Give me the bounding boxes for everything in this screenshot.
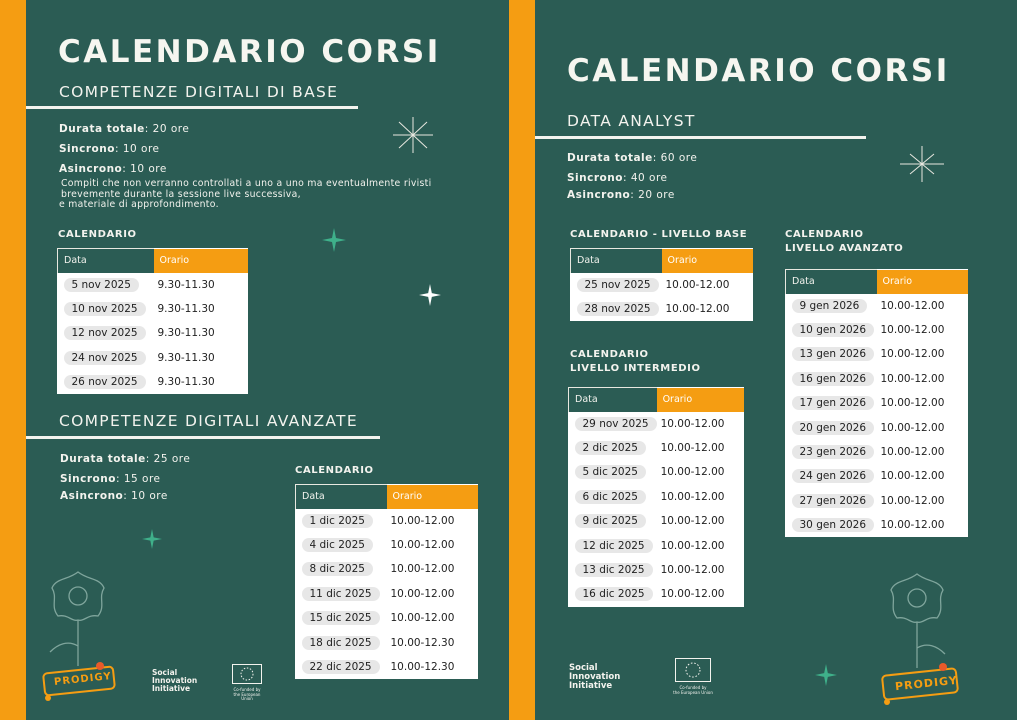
prodigy-logo-icon: PRODIGY bbox=[40, 660, 118, 704]
date-cell bbox=[569, 582, 657, 606]
date-cell bbox=[569, 533, 657, 557]
date-cell bbox=[786, 489, 877, 513]
col-header-orario: Orario bbox=[662, 249, 754, 273]
calendar-heading-base: CALENDARIO - LIVELLO BASE bbox=[570, 229, 748, 240]
time-cell: 10.00-12.00 bbox=[665, 303, 730, 316]
table-row bbox=[296, 630, 479, 654]
date-cell bbox=[786, 415, 877, 439]
table-row bbox=[296, 533, 479, 557]
date-pill: 16 gen 2026 bbox=[792, 372, 875, 386]
date-cell bbox=[571, 273, 662, 297]
date-cell bbox=[58, 273, 154, 297]
time-cell: 10.00-12.30 bbox=[390, 636, 455, 649]
date-pill: 5 nov 2025 bbox=[64, 278, 139, 292]
date-pill: 26 nov 2025 bbox=[64, 375, 146, 389]
right-accent-stripe bbox=[509, 0, 535, 720]
date-pill: 9 dic 2025 bbox=[575, 514, 646, 528]
asincrono: Asincrono: 20 ore bbox=[567, 189, 675, 201]
date-cell bbox=[569, 460, 657, 484]
time-cell: 10.00-12.00 bbox=[390, 587, 455, 600]
table-row bbox=[58, 297, 249, 321]
table-row bbox=[786, 464, 969, 488]
eu-flag-icon bbox=[232, 664, 262, 684]
date-pill: 10 nov 2025 bbox=[64, 302, 146, 316]
date-pill: 29 nov 2025 bbox=[575, 417, 657, 431]
col-header-orario: Orario bbox=[387, 485, 479, 509]
date-cell bbox=[786, 342, 877, 366]
table-row bbox=[786, 367, 969, 391]
date-pill: 9 gen 2026 bbox=[792, 299, 868, 313]
time-cell: 10.00-12.00 bbox=[880, 446, 945, 459]
table-row bbox=[569, 436, 745, 460]
sparkle-icon bbox=[419, 284, 441, 306]
date-cell bbox=[571, 297, 662, 321]
table-row bbox=[569, 533, 745, 557]
time-cell: 10.00-12.00 bbox=[880, 348, 945, 361]
date-cell bbox=[786, 513, 877, 537]
time-cell: 10.00-12.00 bbox=[390, 563, 455, 576]
date-pill: 8 dic 2025 bbox=[302, 562, 373, 576]
date-cell bbox=[786, 464, 877, 488]
date-cell bbox=[296, 509, 387, 533]
table-row bbox=[569, 582, 745, 606]
sincrono: Sincrono: 15 ore bbox=[60, 473, 161, 485]
time-cell: 9.30-11.30 bbox=[157, 303, 215, 316]
time-cell: 9.30-11.30 bbox=[157, 278, 215, 291]
date-pill: 1 dic 2025 bbox=[302, 514, 373, 528]
time-cell: 10.00-12.30 bbox=[390, 661, 455, 674]
star-burst-icon bbox=[897, 146, 947, 182]
time-cell: 10.00-12.00 bbox=[660, 539, 725, 552]
date-pill: 10 gen 2026 bbox=[792, 323, 875, 337]
date-cell bbox=[58, 297, 154, 321]
time-cell: 10.00-12.00 bbox=[660, 564, 725, 577]
date-pill: 27 gen 2026 bbox=[792, 494, 875, 508]
col-header-data: Data bbox=[569, 388, 657, 412]
time-cell: 10.00-12.00 bbox=[660, 588, 725, 601]
course-title-data-analyst: DATA ANALYST bbox=[567, 112, 696, 130]
date-cell bbox=[786, 367, 877, 391]
durata-totale: Durata totale: 60 ore bbox=[567, 152, 698, 164]
time-cell: 10.00-12.00 bbox=[390, 539, 455, 552]
table-row bbox=[58, 370, 249, 394]
course-title-base: COMPETENZE DIGITALI DI BASE bbox=[59, 83, 339, 101]
date-pill: 12 nov 2025 bbox=[64, 326, 146, 340]
time-cell: 10.00-12.00 bbox=[390, 612, 455, 625]
time-cell: 9.30-11.30 bbox=[157, 351, 215, 364]
sincrono: Sincrono: 40 ore bbox=[567, 172, 668, 184]
time-cell: 9.30-11.30 bbox=[157, 327, 215, 340]
title-underline bbox=[535, 136, 866, 139]
table-row bbox=[58, 273, 249, 297]
page-title: CALENDARIO CORSI bbox=[58, 34, 441, 70]
col-header-data: Data bbox=[296, 485, 387, 509]
date-cell bbox=[296, 533, 387, 557]
time-cell: 10.00-12.00 bbox=[665, 278, 730, 291]
calendar-table-base bbox=[57, 248, 248, 394]
date-cell bbox=[58, 370, 154, 394]
time-cell: 10.00-12.00 bbox=[660, 417, 725, 430]
table-row bbox=[786, 489, 969, 513]
date-cell bbox=[296, 582, 387, 606]
calendar-table-livello-avanzato bbox=[785, 269, 968, 537]
date-pill: 5 dic 2025 bbox=[575, 465, 646, 479]
date-pill: 13 dic 2025 bbox=[575, 563, 653, 577]
table-row bbox=[786, 391, 969, 415]
date-cell bbox=[58, 346, 154, 370]
date-cell bbox=[569, 509, 657, 533]
calendar-table-livello-base bbox=[570, 248, 753, 321]
date-cell bbox=[296, 630, 387, 654]
date-cell bbox=[569, 558, 657, 582]
star-burst-icon bbox=[388, 117, 438, 153]
col-header-orario: Orario bbox=[154, 249, 249, 273]
table-row bbox=[786, 294, 969, 318]
date-cell bbox=[786, 294, 877, 318]
date-pill: 15 dic 2025 bbox=[302, 611, 380, 625]
date-pill: 24 nov 2025 bbox=[64, 351, 146, 365]
table-row bbox=[786, 513, 969, 537]
durata-totale: Durata totale: 20 ore bbox=[59, 123, 190, 135]
col-header-orario: Orario bbox=[657, 388, 744, 412]
social-innovation-logo: Social Innovation Initiative bbox=[569, 663, 621, 691]
date-cell bbox=[569, 412, 657, 436]
time-cell: 10.00-12.00 bbox=[660, 442, 725, 455]
asincrono: Asincrono: 10 ore bbox=[60, 490, 168, 502]
col-header-data: Data bbox=[58, 249, 154, 273]
date-pill: 11 dic 2025 bbox=[302, 587, 380, 601]
calendar-table-livello-intermedio bbox=[568, 387, 744, 607]
table-row bbox=[786, 440, 969, 464]
eu-cofunded-logo: Co-funded by the European Union bbox=[671, 658, 715, 695]
table-row bbox=[569, 460, 745, 484]
time-cell: 10.00-12.00 bbox=[880, 324, 945, 337]
calendar-heading: CALENDARIO bbox=[58, 229, 137, 240]
date-pill: 22 dic 2025 bbox=[302, 660, 380, 674]
time-cell: 10.00-12.00 bbox=[660, 466, 725, 479]
date-cell bbox=[296, 557, 387, 581]
calendar-heading: CALENDARIO bbox=[295, 465, 374, 476]
time-cell: 10.00-12.00 bbox=[880, 299, 945, 312]
prodigy-logo-icon: PRODIGY bbox=[879, 660, 961, 708]
date-pill: 28 nov 2025 bbox=[577, 302, 659, 316]
table-row bbox=[296, 655, 479, 679]
date-pill: 6 dic 2025 bbox=[575, 490, 646, 504]
date-pill: 12 dic 2025 bbox=[575, 539, 653, 553]
time-cell: 10.00-12.00 bbox=[390, 514, 455, 527]
time-cell: 10.00-12.00 bbox=[880, 494, 945, 507]
table-row bbox=[571, 273, 754, 297]
time-cell: 10.00-12.00 bbox=[880, 397, 945, 410]
date-pill: 20 gen 2026 bbox=[792, 421, 875, 435]
date-pill: 4 dic 2025 bbox=[302, 538, 373, 552]
table-row bbox=[58, 346, 249, 370]
table-row bbox=[569, 412, 745, 436]
date-pill: 2 dic 2025 bbox=[575, 441, 646, 455]
table-row bbox=[296, 606, 479, 630]
course-title-avanzate: COMPETENZE DIGITALI AVANZATE bbox=[59, 412, 358, 430]
table-row bbox=[569, 558, 745, 582]
date-pill: 25 nov 2025 bbox=[577, 278, 659, 292]
table-row bbox=[296, 582, 479, 606]
asincrono-note: Compiti che non verranno controllati a uno a uno ma eventualmente rivisti brevemente durante la sessione live successiva, e materiale di approfondimento. bbox=[59, 178, 432, 210]
date-cell bbox=[569, 485, 657, 509]
table-row bbox=[296, 557, 479, 581]
time-cell: 10.00-12.00 bbox=[660, 515, 725, 528]
left-accent-stripe bbox=[0, 0, 26, 720]
col-header-orario: Orario bbox=[877, 270, 969, 294]
sincrono: Sincrono: 10 ore bbox=[59, 143, 160, 155]
title-underline bbox=[26, 436, 380, 439]
time-cell: 9.30-11.30 bbox=[157, 376, 215, 389]
table-row bbox=[296, 509, 479, 533]
eu-cofunded-logo: Co-funded by the European Union bbox=[228, 664, 266, 702]
time-cell: 10.00-12.00 bbox=[880, 372, 945, 385]
sparkle-icon bbox=[142, 529, 162, 549]
date-pill: 23 gen 2026 bbox=[792, 445, 875, 459]
time-cell: 10.00-12.00 bbox=[880, 470, 945, 483]
table-row bbox=[571, 297, 754, 321]
time-cell: 10.00-12.00 bbox=[880, 421, 945, 434]
table-row bbox=[58, 321, 249, 345]
date-cell bbox=[569, 436, 657, 460]
date-pill: 17 gen 2026 bbox=[792, 396, 875, 410]
title-underline bbox=[26, 106, 358, 109]
date-cell bbox=[786, 318, 877, 342]
social-innovation-logo: Social Innovation Initiative bbox=[152, 668, 198, 693]
col-header-data: Data bbox=[571, 249, 662, 273]
date-pill: 30 gen 2026 bbox=[792, 518, 875, 532]
date-cell bbox=[296, 655, 387, 679]
table-row bbox=[569, 485, 745, 509]
right-page bbox=[509, 0, 1017, 720]
durata-totale: Durata totale: 25 ore bbox=[60, 453, 191, 465]
time-cell: 10.00-12.00 bbox=[880, 519, 945, 532]
date-pill: 18 dic 2025 bbox=[302, 636, 380, 650]
date-cell bbox=[786, 440, 877, 464]
left-page bbox=[0, 0, 508, 720]
calendar-heading-intermedio: CALENDARIO LIVELLO INTERMEDIO bbox=[570, 349, 701, 374]
table-row bbox=[786, 342, 969, 366]
asincrono: Asincrono: 10 ore bbox=[59, 163, 167, 175]
table-row bbox=[786, 415, 969, 439]
sparkle-icon bbox=[322, 228, 346, 252]
date-pill: 13 gen 2026 bbox=[792, 347, 875, 361]
sparkle-icon bbox=[815, 664, 837, 686]
eu-flag-icon bbox=[675, 658, 711, 682]
date-pill: 24 gen 2026 bbox=[792, 469, 875, 483]
table-row bbox=[569, 509, 745, 533]
date-pill: 16 dic 2025 bbox=[575, 587, 653, 601]
date-cell bbox=[58, 321, 154, 345]
calendar-table-avanzate bbox=[295, 484, 478, 679]
table-row bbox=[786, 318, 969, 342]
time-cell: 10.00-12.00 bbox=[660, 490, 725, 503]
col-header-data: Data bbox=[786, 270, 877, 294]
date-cell bbox=[786, 391, 877, 415]
date-cell bbox=[296, 606, 387, 630]
page-title: CALENDARIO CORSI bbox=[567, 53, 950, 89]
calendar-heading-avanzato: CALENDARIO LIVELLO AVANZATO bbox=[785, 229, 904, 254]
